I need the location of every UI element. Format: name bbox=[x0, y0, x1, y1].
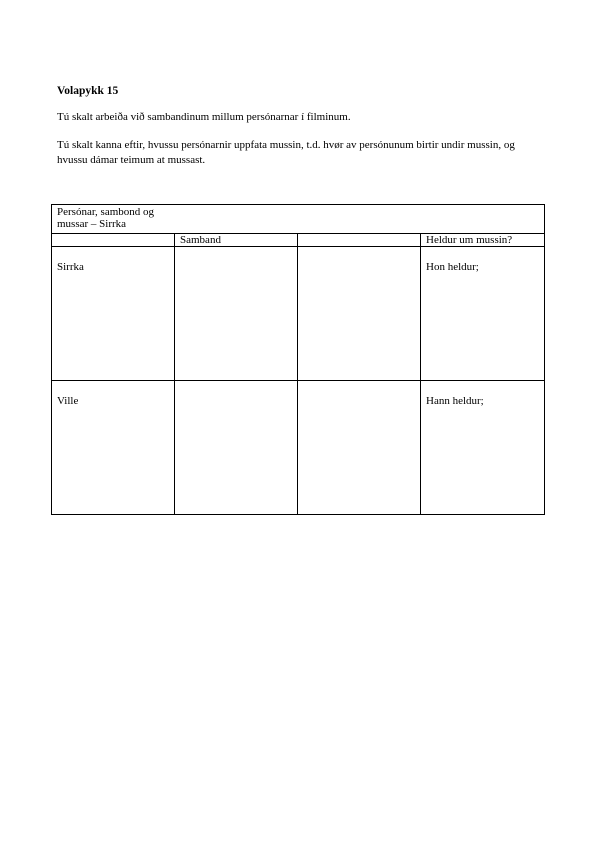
middle-answer-cell[interactable] bbox=[298, 247, 421, 381]
table-title-spacer bbox=[175, 205, 545, 234]
table-title-row bbox=[52, 205, 545, 234]
table-header-row bbox=[52, 234, 545, 247]
worksheet-title: Volapykk 15 bbox=[57, 85, 119, 97]
instruction-paragraph-1: Tú skalt arbeiða við sambandinum millum persónarnar í filminum. bbox=[57, 111, 351, 123]
header-cell-samband: Samband bbox=[175, 234, 298, 247]
instruction-paragraph-2: Tú skalt kanna eftir, hvussu persónarnir uppfata mussin, t.d. hvør av persónunum birtir undir mussin, og hvussu dámar teimum at mussast. bbox=[57, 139, 515, 166]
samband-answer-cell[interactable] bbox=[175, 381, 298, 515]
person-name-cell: Sirrka bbox=[52, 247, 175, 381]
table-title-line-1: Persónar, sambond og bbox=[57, 206, 155, 218]
table-title-cell bbox=[52, 205, 175, 234]
table-row bbox=[52, 381, 545, 515]
header-cell-blank bbox=[298, 234, 421, 247]
table-row bbox=[52, 247, 545, 381]
middle-answer-cell[interactable] bbox=[298, 381, 421, 515]
relations-table bbox=[51, 204, 545, 515]
header-cell-heldur: Heldur um mussin? bbox=[421, 234, 545, 247]
heldur-answer-cell[interactable]: Hon heldur; bbox=[421, 247, 545, 381]
table-title-line-2: mussar – Sirrka bbox=[57, 218, 127, 230]
heldur-answer-cell[interactable]: Hann heldur; bbox=[421, 381, 545, 515]
samband-answer-cell[interactable] bbox=[175, 247, 298, 381]
header-cell-persons bbox=[52, 234, 175, 247]
person-name-cell: Ville bbox=[52, 381, 175, 515]
